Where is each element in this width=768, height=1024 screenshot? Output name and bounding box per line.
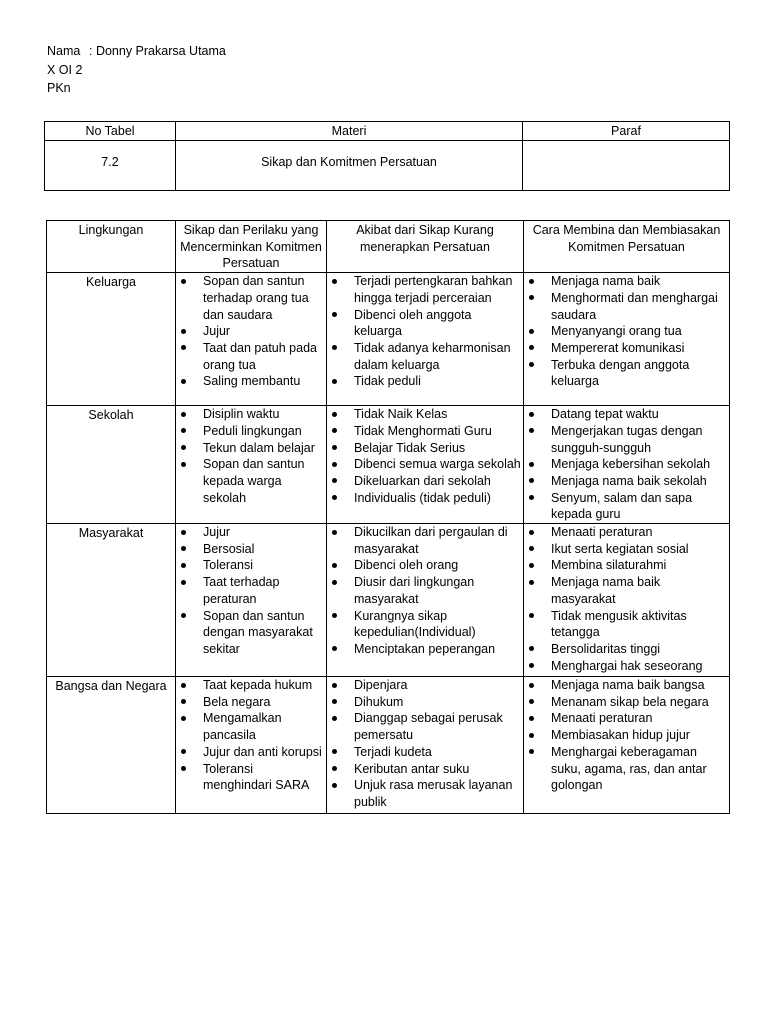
list-item — [526, 744, 727, 794]
list-item — [526, 727, 727, 744]
list-item-text: Dipenjara — [354, 678, 408, 693]
list-item — [526, 290, 727, 323]
list-item-text: Tidak adanya keharmonisan dalam keluarga — [354, 340, 511, 372]
list-item-text: Terjadi kudeta — [354, 744, 432, 759]
list-item-text: Menjaga nama baik — [551, 274, 661, 289]
student-header — [47, 43, 226, 99]
list-item — [526, 710, 727, 727]
akibat-cell — [327, 273, 524, 406]
bullet-icon — [529, 478, 534, 483]
cara-list — [526, 406, 727, 523]
bullet-icon — [529, 646, 534, 651]
bullet-icon — [332, 580, 337, 585]
list-item-text: Menghormati dan menghargai saudara — [551, 290, 718, 322]
info-header-no-tabel: No Tabel — [45, 122, 176, 141]
list-item — [329, 373, 521, 390]
list-item — [178, 423, 324, 440]
akibat-list — [329, 273, 521, 390]
list-item-text: Menyanyangi orang tua — [551, 324, 682, 339]
list-item — [178, 456, 324, 506]
environment-cell: Bangsa dan Negara — [47, 677, 176, 814]
list-item — [329, 423, 521, 440]
class-line: X OI 2 — [47, 62, 83, 77]
list-item-text: Membiasakan hidup jujur — [551, 728, 690, 743]
list-item-text: Sopan dan santun kepada warga sekolah — [203, 457, 305, 505]
list-item-text: Menaati peraturan — [551, 525, 653, 540]
akibat-cell — [327, 406, 524, 524]
list-item-text: Menjaga nama baik bangsa — [551, 678, 705, 693]
list-item-text: Tidak Naik Kelas — [354, 407, 448, 422]
list-item — [329, 694, 521, 711]
header-akibat: Akibat dari Sikap Kurang menerapkan Persatuan — [327, 221, 524, 273]
bullet-icon — [529, 412, 534, 417]
bullet-icon — [529, 699, 534, 704]
bullet-icon — [529, 362, 534, 367]
list-item — [329, 744, 521, 761]
sikap-list — [178, 677, 324, 794]
bullet-icon — [332, 462, 337, 467]
bullet-icon — [181, 462, 186, 467]
bullet-icon — [181, 766, 186, 771]
main-header-row — [47, 221, 730, 273]
list-item — [329, 608, 521, 641]
bullet-icon — [529, 563, 534, 568]
info-no-tabel-value: 7.2 — [101, 154, 119, 169]
info-header-materi: Materi — [176, 122, 523, 141]
table-row — [47, 406, 730, 524]
list-item — [329, 490, 521, 507]
bullet-icon — [181, 345, 186, 350]
list-item — [178, 373, 324, 390]
list-item-text: Toleransi menghindari SARA — [203, 761, 310, 793]
bullet-icon — [332, 379, 337, 384]
list-item — [526, 473, 727, 490]
list-item — [178, 273, 324, 323]
bullet-icon — [181, 445, 186, 450]
bullet-icon — [332, 766, 337, 771]
list-item-text: Bela negara — [203, 694, 271, 709]
list-item-text: Bersolidaritas tinggi — [551, 641, 661, 656]
list-item-text: Dikucilkan dari pergaulan di masyarakat — [354, 525, 508, 556]
bullet-icon — [332, 530, 337, 535]
bullet-icon — [181, 563, 186, 568]
bullet-icon — [529, 613, 534, 618]
bullet-icon — [529, 279, 534, 284]
sikap-cell — [176, 406, 327, 524]
cara-cell — [524, 406, 730, 524]
bullet-icon — [181, 613, 186, 618]
list-item-text: Menghargai hak seseorang — [551, 658, 703, 673]
bullet-icon — [529, 295, 534, 300]
bullet-icon — [529, 345, 534, 350]
list-item-text: Sopan dan santun dengan masyarakat sekitar — [203, 608, 313, 656]
list-item — [526, 641, 727, 658]
header-sikap: Sikap dan Perilaku yang Mencerminkan Komitmen Persatuan — [176, 221, 327, 273]
list-item — [329, 406, 521, 423]
list-item — [526, 340, 727, 357]
info-header-paraf: Paraf — [523, 122, 730, 141]
environment-cell: Masyarakat — [47, 524, 176, 677]
list-item — [526, 406, 727, 423]
bullet-icon — [529, 733, 534, 738]
cara-list — [526, 677, 727, 794]
bullet-icon — [529, 716, 534, 721]
list-item — [329, 524, 521, 557]
table-row — [47, 677, 730, 814]
list-item-text: Menciptakan peperangan — [354, 641, 496, 656]
list-item — [329, 677, 521, 694]
list-item-text: Diusir dari lingkungan masyarakat — [354, 575, 475, 606]
list-item — [178, 761, 324, 794]
list-item — [178, 677, 324, 694]
bullet-icon — [181, 379, 186, 384]
list-item — [526, 357, 727, 390]
bullet-icon — [332, 312, 337, 317]
bullet-icon — [332, 563, 337, 568]
list-item — [329, 777, 521, 810]
list-item-text: Terjadi pertengkaran bahkan hingga terjadi perceraian — [354, 274, 513, 305]
list-item-text: Datang tepat waktu — [551, 407, 659, 422]
list-item-text: Jujur dan anti korupsi — [203, 744, 322, 759]
list-item-text: Ikut serta kegiatan sosial — [551, 541, 689, 556]
list-item-text: Menjaga nama baik masyarakat — [551, 575, 661, 606]
list-item — [178, 557, 324, 574]
list-item — [329, 574, 521, 607]
list-item-text: Taat dan patuh pada orang tua — [203, 340, 317, 372]
list-item — [178, 608, 324, 658]
akibat-cell — [327, 677, 524, 814]
list-item — [329, 340, 521, 373]
list-item-text: Dibenci oleh anggota keluarga — [354, 307, 472, 339]
info-no-tabel-cell — [45, 140, 176, 190]
header-cara: Cara Membina dan Membiasakan Komitmen Persatuan — [524, 221, 730, 273]
bullet-icon — [529, 329, 534, 334]
bullet-icon — [529, 530, 534, 535]
list-item-text: Mengamalkan pancasila — [203, 711, 282, 743]
list-item-text: Keributan antar suku — [354, 761, 470, 776]
bullet-icon — [332, 345, 337, 350]
list-item-text: Jujur — [203, 324, 231, 339]
list-item-text: Unjuk rasa merusak layanan publik — [354, 778, 513, 809]
list-item-text: Menanam sikap bela negara — [551, 694, 709, 709]
bullet-icon — [332, 716, 337, 721]
bullet-icon — [332, 613, 337, 618]
list-item — [526, 694, 727, 711]
list-item-text: Taat terhadap peraturan — [203, 575, 280, 606]
list-item — [178, 323, 324, 340]
bullet-icon — [529, 580, 534, 585]
list-item — [178, 710, 324, 743]
list-item — [526, 574, 727, 607]
akibat-list — [329, 677, 521, 811]
bullet-icon — [332, 412, 337, 417]
info-header-row — [45, 122, 730, 141]
bullet-icon — [181, 530, 186, 535]
bullet-icon — [181, 683, 186, 688]
list-item — [526, 456, 727, 473]
sikap-list — [178, 406, 324, 506]
info-value-row — [45, 140, 730, 190]
student-name: : Donny Prakarsa Utama — [89, 44, 226, 58]
list-item — [178, 340, 324, 373]
list-item-text: Dihukum — [354, 694, 404, 709]
bullet-icon — [181, 716, 186, 721]
bullet-icon — [529, 546, 534, 551]
list-item-text: Individualis (tidak peduli) — [354, 490, 491, 505]
list-item-text: Sopan dan santun terhadap orang tua dan saudara — [203, 274, 309, 322]
list-item — [526, 541, 727, 558]
bullet-icon — [181, 699, 186, 704]
list-item — [329, 440, 521, 457]
list-item-text: Tidak mengusik aktivitas tetangga — [551, 608, 687, 640]
list-item — [329, 557, 521, 574]
info-materi-cell — [176, 140, 523, 190]
list-item — [329, 456, 521, 473]
list-item — [526, 608, 727, 641]
list-item-text: Belajar Tidak Serius — [354, 440, 466, 455]
list-item-text: Toleransi — [203, 558, 254, 573]
list-item-text: Dibenci oleh orang — [354, 558, 459, 573]
list-item-text: Menjaga kebersihan sekolah — [551, 457, 711, 472]
list-item-text: Terbuka dengan anggota keluarga — [551, 357, 690, 389]
list-item-text: Mengerjakan tugas dengan sungguh-sungguh — [551, 423, 703, 455]
list-item — [526, 524, 727, 541]
list-item — [178, 744, 324, 761]
list-item — [526, 557, 727, 574]
bullet-icon — [181, 412, 186, 417]
list-item-text: Saling membantu — [203, 374, 301, 389]
sikap-cell — [176, 273, 327, 406]
list-item-text: Tidak Menghormati Guru — [354, 423, 492, 438]
bullet-icon — [332, 683, 337, 688]
list-item-text: Jujur — [203, 525, 231, 540]
list-item-text: Peduli lingkungan — [203, 423, 302, 438]
list-item — [178, 694, 324, 711]
sikap-list — [178, 524, 324, 658]
list-item — [329, 273, 521, 306]
table-row — [47, 273, 730, 406]
list-item — [526, 658, 727, 675]
list-item-text: Kurangnya sikap kepedulian(Individual) — [354, 608, 476, 640]
bullet-icon — [529, 749, 534, 754]
list-item — [178, 524, 324, 541]
list-item — [526, 677, 727, 694]
bullet-icon — [181, 749, 186, 754]
akibat-list — [329, 406, 521, 506]
table-row — [47, 524, 730, 677]
subject-line: PKn — [47, 81, 71, 95]
list-item-text: Tekun dalam belajar — [203, 440, 315, 455]
list-item-text: Bersosial — [203, 541, 255, 556]
sikap-cell — [176, 524, 327, 677]
header-lingkungan: Lingkungan — [47, 221, 176, 273]
bullet-icon — [181, 279, 186, 284]
list-item-text: Dikeluarkan dari sekolah — [354, 473, 491, 488]
info-table — [44, 121, 730, 191]
list-item-text: Disiplin waktu — [203, 407, 280, 422]
list-item — [526, 323, 727, 340]
bullet-icon — [529, 663, 534, 668]
list-item — [178, 440, 324, 457]
bullet-icon — [332, 749, 337, 754]
list-item — [526, 273, 727, 290]
bullet-icon — [181, 580, 186, 585]
bullet-icon — [332, 445, 337, 450]
environment-cell: Sekolah — [47, 406, 176, 524]
bullet-icon — [181, 329, 186, 334]
cara-cell — [524, 524, 730, 677]
bullet-icon — [332, 646, 337, 651]
bullet-icon — [529, 428, 534, 433]
bullet-icon — [332, 478, 337, 483]
main-table-body — [47, 273, 730, 814]
list-item-text: Mempererat komunikasi — [551, 340, 685, 355]
cara-list — [526, 524, 727, 674]
list-item-text: Menaati peraturan — [551, 711, 653, 726]
akibat-cell — [327, 524, 524, 677]
list-item-text: Membina silaturahmi — [551, 558, 667, 573]
info-paraf-cell — [523, 140, 730, 190]
name-label: Nama — [47, 44, 81, 58]
list-item-text: Senyum, salam dan sapa kepada guru — [551, 490, 693, 522]
akibat-list — [329, 524, 521, 658]
list-item — [329, 307, 521, 340]
environment-cell: Keluarga — [47, 273, 176, 406]
main-table — [46, 220, 730, 814]
bullet-icon — [332, 699, 337, 704]
info-materi-value: Sikap dan Komitmen Persatuan — [261, 154, 437, 169]
bullet-icon — [332, 495, 337, 500]
list-item-text: Tidak peduli — [354, 374, 421, 389]
cara-cell — [524, 273, 730, 406]
list-item-text: Taat kepada hukum — [203, 678, 313, 693]
bullet-icon — [332, 783, 337, 788]
info-paraf-value — [523, 141, 729, 154]
list-item-text: Menghargai keberagaman suku, agama, ras, dan antar golongan — [551, 744, 707, 793]
list-item — [178, 541, 324, 558]
list-item — [329, 473, 521, 490]
bullet-icon — [332, 279, 337, 284]
sikap-cell — [176, 677, 327, 814]
list-item — [178, 574, 324, 607]
bullet-icon — [181, 428, 186, 433]
list-item — [329, 641, 521, 658]
list-item — [329, 710, 521, 743]
bullet-icon — [529, 683, 534, 688]
bullet-icon — [529, 495, 534, 500]
bullet-icon — [332, 428, 337, 433]
list-item — [329, 761, 521, 778]
bullet-icon — [529, 462, 534, 467]
cara-cell — [524, 677, 730, 814]
list-item-text: Dianggap sebagai perusak pemersatu — [354, 711, 503, 743]
bullet-icon — [181, 546, 186, 551]
name-line — [47, 43, 226, 62]
list-item-text: Dibenci semua warga sekolah — [354, 457, 521, 472]
list-item-text: Menjaga nama baik sekolah — [551, 473, 707, 488]
list-item — [526, 423, 727, 456]
list-item — [178, 406, 324, 423]
sikap-list — [178, 273, 324, 390]
cara-list — [526, 273, 727, 390]
list-item — [526, 490, 727, 523]
